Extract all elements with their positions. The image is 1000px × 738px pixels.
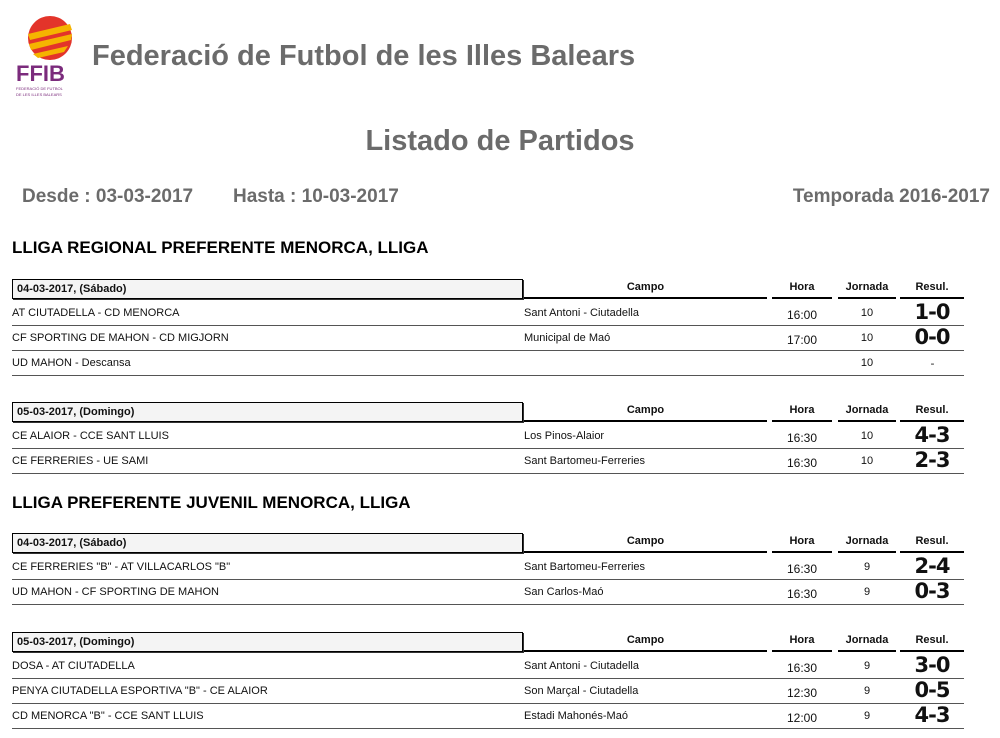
col-hora: Hora	[789, 535, 815, 547]
col-campo: Campo	[626, 404, 665, 416]
match-teams: AT CIUTADELLA - CD MENORCA	[12, 307, 180, 319]
match-row	[12, 326, 964, 351]
match-teams: CE ALAIOR - CCE SANT LLUIS	[12, 430, 169, 442]
organization-title: Federació de Futbol de les Illes Balears	[92, 40, 636, 72]
match-day-block	[12, 632, 964, 729]
match-row	[12, 704, 964, 729]
match-time: 16:30	[786, 587, 818, 601]
match-field: Son Marçal - Ciutadella	[524, 685, 639, 697]
match-time: 16:30	[786, 431, 818, 445]
match-teams: PENYA CIUTADELLA ESPORTIVA "B" - CE ALAIOR	[12, 685, 268, 697]
match-time: 16:30	[786, 661, 818, 675]
match-round: 9	[863, 561, 871, 573]
match-time: 12:00	[786, 711, 818, 725]
league-title: LLIGA PREFERENTE JUVENIL MENORCA, LLIGA	[12, 493, 411, 512]
col-campo: Campo	[626, 281, 665, 293]
col-resultado: Resul.	[915, 404, 949, 416]
match-teams: UD MAHON - Descansa	[12, 357, 131, 369]
match-row	[12, 449, 964, 474]
match-round: 10	[860, 357, 874, 369]
svg-text:FEDERACIÓ DE FUTBOL: FEDERACIÓ DE FUTBOL	[16, 86, 63, 91]
match-round: 9	[863, 710, 871, 722]
document-title: Listado de Partidos	[365, 125, 635, 157]
col-jornada: Jornada	[845, 404, 889, 416]
col-jornada: Jornada	[845, 634, 889, 646]
col-resultado: Resul.	[915, 634, 949, 646]
match-result: 0-5	[914, 678, 950, 702]
date-from: Desde : 03-03-2017	[22, 186, 194, 207]
svg-text:DE LES ILLES BALEARS: DE LES ILLES BALEARS	[16, 92, 62, 97]
match-result: -	[930, 357, 934, 370]
match-round: 10	[860, 430, 874, 442]
match-result: 3-0	[914, 653, 950, 677]
match-round: 10	[860, 455, 874, 467]
col-hora: Hora	[789, 404, 815, 416]
match-field: Sant Antoni - Ciutadella	[524, 660, 639, 672]
match-result: 2-4	[914, 554, 950, 578]
match-result: 0-3	[914, 579, 950, 603]
col-jornada: Jornada	[845, 535, 889, 547]
match-result: 1-0	[914, 300, 950, 324]
date-to: Hasta : 10-03-2017	[233, 186, 399, 207]
match-field: Los Pinos-Alaior	[524, 430, 605, 442]
match-result: 0-0	[914, 325, 950, 349]
match-date: 04-03-2017, (Sábado)	[12, 279, 523, 299]
match-field: Estadi Mahonés-Maó	[524, 710, 628, 722]
match-row	[12, 654, 964, 679]
match-row	[12, 580, 964, 605]
match-round: 9	[863, 586, 871, 598]
match-teams: CD MENORCA "B" - CCE SANT LLUIS	[12, 710, 204, 722]
match-field: Sant Bartomeu-Ferreries	[524, 561, 646, 573]
match-day-block	[12, 402, 964, 474]
match-time: 12:30	[786, 686, 818, 700]
match-field: San Carlos-Maó	[524, 586, 604, 598]
league-title: LLIGA REGIONAL PREFERENTE MENORCA, LLIGA	[12, 238, 429, 257]
match-teams: DOSA - AT CIUTADELLA	[12, 660, 135, 672]
match-field: Sant Bartomeu-Ferreries	[524, 455, 646, 467]
ffib-logo	[12, 12, 84, 100]
col-jornada: Jornada	[845, 281, 889, 293]
match-time: 17:00	[786, 333, 818, 347]
block-header	[12, 533, 964, 555]
match-teams: CF SPORTING DE MAHON - CD MIGJORN	[12, 332, 229, 344]
match-field: Municipal de Maó	[524, 332, 611, 344]
match-date: 05-03-2017, (Domingo)	[12, 402, 523, 422]
match-field: Sant Antoni - Ciutadella	[524, 307, 639, 319]
match-round: 9	[863, 685, 871, 697]
match-time: 16:30	[786, 456, 818, 470]
block-header	[12, 402, 964, 424]
match-time: 16:30	[786, 562, 818, 576]
col-hora: Hora	[789, 281, 815, 293]
match-result: 4-3	[914, 703, 950, 727]
season-label: Temporada 2016-2017	[792, 186, 990, 207]
match-round: 10	[860, 332, 874, 344]
match-teams: CE FERRERIES - UE SAMI	[12, 455, 149, 467]
match-teams: CE FERRERIES "B" - AT VILLACARLOS "B"	[12, 561, 231, 573]
match-row	[12, 424, 964, 449]
logo-text: FFIB	[16, 61, 65, 86]
match-row	[12, 351, 964, 376]
col-campo: Campo	[626, 535, 665, 547]
match-date: 04-03-2017, (Sábado)	[12, 533, 523, 553]
col-resultado: Resul.	[915, 281, 949, 293]
match-result: 2-3	[914, 448, 950, 472]
col-resultado: Resul.	[915, 535, 949, 547]
match-date: 05-03-2017, (Domingo)	[12, 632, 523, 652]
match-round: 10	[860, 307, 874, 319]
match-day-block	[12, 279, 964, 376]
match-round: 9	[863, 660, 871, 672]
match-row	[12, 301, 964, 326]
match-time: 16:00	[786, 308, 818, 322]
match-teams: UD MAHON - CF SPORTING DE MAHON	[12, 586, 219, 598]
match-row	[12, 679, 964, 704]
col-hora: Hora	[789, 634, 815, 646]
col-campo: Campo	[626, 634, 665, 646]
block-header	[12, 279, 964, 301]
match-day-block	[12, 533, 964, 605]
match-result: 4-3	[914, 423, 950, 447]
match-row	[12, 555, 964, 580]
block-header	[12, 632, 964, 654]
